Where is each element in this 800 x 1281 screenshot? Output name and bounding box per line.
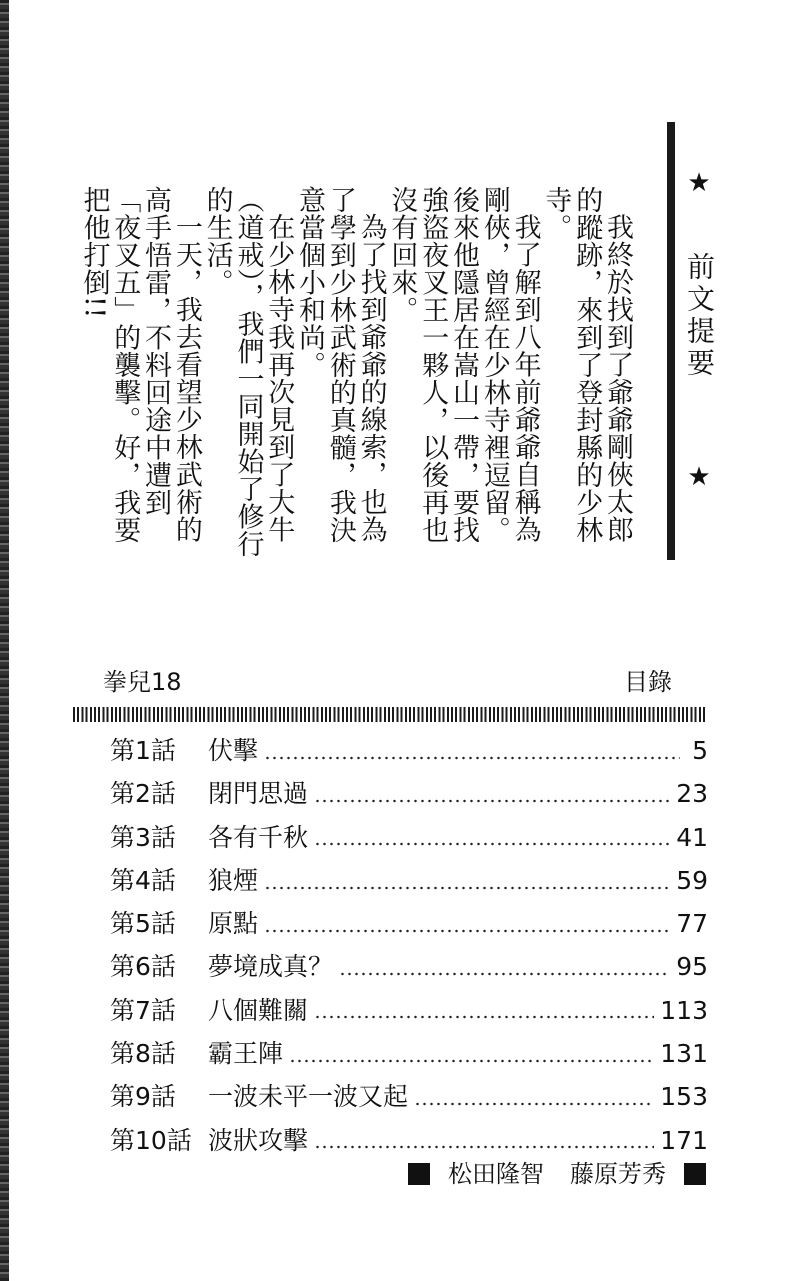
chapter-page: 171 [660, 1125, 708, 1155]
chapter-row[interactable] [110, 816, 708, 859]
summary-text [78, 186, 632, 566]
chapter-page: 113 [660, 995, 708, 1025]
chapter-row[interactable] [110, 729, 708, 772]
square-bullet-icon [684, 1163, 706, 1185]
chapter-title: 閉門思過 [208, 779, 309, 809]
chapter-number: 第1話 [110, 736, 176, 765]
chapter-page: 153 [660, 1082, 708, 1112]
chapter-title: 原點 [208, 909, 259, 939]
chapter-number: 第4話 [110, 865, 176, 895]
chapter-page: 41 [676, 822, 708, 852]
chapter-page: 5 [692, 736, 708, 765]
chapter-row[interactable] [110, 1075, 708, 1118]
dot-leader [264, 929, 670, 933]
dot-leader [289, 1059, 654, 1063]
dot-leader [414, 1102, 654, 1106]
chapter-number: 第5話 [110, 909, 176, 939]
chapter-title: 夢境成真？ [208, 952, 334, 982]
summary-paragraph: 我終於找到了爺爺剛俠太郎的蹤跡，來到了登封縣的少林寺。 [540, 186, 633, 544]
author-credits [408, 1158, 706, 1190]
summary-divider-bar [667, 122, 675, 560]
dot-leader [314, 799, 670, 803]
summary-paragraph: 我了解到八年前爺爺自稱為剛俠，曾經在少林寺裡逗留。後來他隱居在嵩山一帶，要找強盜夜叉王一夥人，以後再也沒有回來。 [386, 186, 541, 544]
chapter-number: 第6話 [110, 952, 176, 982]
dot-leader [314, 842, 670, 846]
contents-title: 目錄 [624, 668, 672, 696]
square-bullet-icon [408, 1163, 430, 1185]
chapter-row[interactable] [110, 1119, 708, 1162]
chapter-row[interactable] [110, 1032, 708, 1075]
chapter-number: 第9話 [110, 1082, 176, 1112]
chapter-title: 一波未平一波又起 [208, 1082, 409, 1112]
scan-edge [0, 0, 9, 1281]
dot-leader [264, 756, 680, 760]
star-icon: ★ [687, 168, 711, 198]
author-name: 松田隆智 [448, 1160, 544, 1188]
dot-leader [264, 886, 670, 890]
chapter-row[interactable] [110, 945, 708, 988]
chapter-number: 第7話 [110, 995, 176, 1025]
chapter-page: 77 [676, 909, 708, 939]
summary-heading: 前文提要 [683, 252, 716, 380]
chapter-page: 131 [660, 1039, 708, 1069]
chapter-title: 狼煙 [208, 865, 259, 895]
chapter-title: 八個難關 [208, 995, 309, 1025]
chapter-number: 第8話 [110, 1039, 176, 1069]
summary-paragraph: 在少林寺我再次見到了大牛（道戒），我們一同開始了修行的生活。 [201, 186, 295, 558]
chapter-number: 第3話 [110, 822, 176, 852]
chapter-title: 各有千秋 [208, 822, 309, 852]
artist-name: 藤原芳秀 [570, 1160, 666, 1188]
chapter-page: 95 [676, 952, 708, 982]
star-icon: ★ [687, 462, 711, 492]
chapter-page: 59 [676, 865, 708, 895]
chapter-row[interactable] [110, 902, 708, 945]
volume-title: 拳兒18 [103, 668, 182, 696]
chapter-number: 第10話 [110, 1125, 192, 1155]
chapter-row[interactable] [110, 859, 708, 902]
chapter-page: 23 [676, 779, 708, 809]
chapter-title: 霸王陣 [208, 1039, 284, 1069]
hatched-divider [73, 707, 707, 722]
chapter-list [110, 729, 708, 1162]
dot-leader [314, 1145, 654, 1149]
chapter-number: 第2話 [110, 779, 176, 809]
summary-paragraph: 一天，我去看望少林武術的高手悟雷，不料回途中遭到「夜叉五」的襲擊。好，我要把他打倒!! [78, 186, 202, 544]
chapter-row[interactable] [110, 989, 708, 1032]
chapter-title: 伏擊 [208, 736, 259, 765]
chapter-title: 波狀攻擊 [208, 1125, 309, 1155]
summary-paragraph: 為了找到爺爺的線索，也為了學到少林武術的真髓，我決意當個小和尚。 [294, 186, 387, 544]
dot-leader [314, 1015, 654, 1019]
chapter-row[interactable] [110, 772, 708, 815]
dot-leader [339, 972, 670, 976]
